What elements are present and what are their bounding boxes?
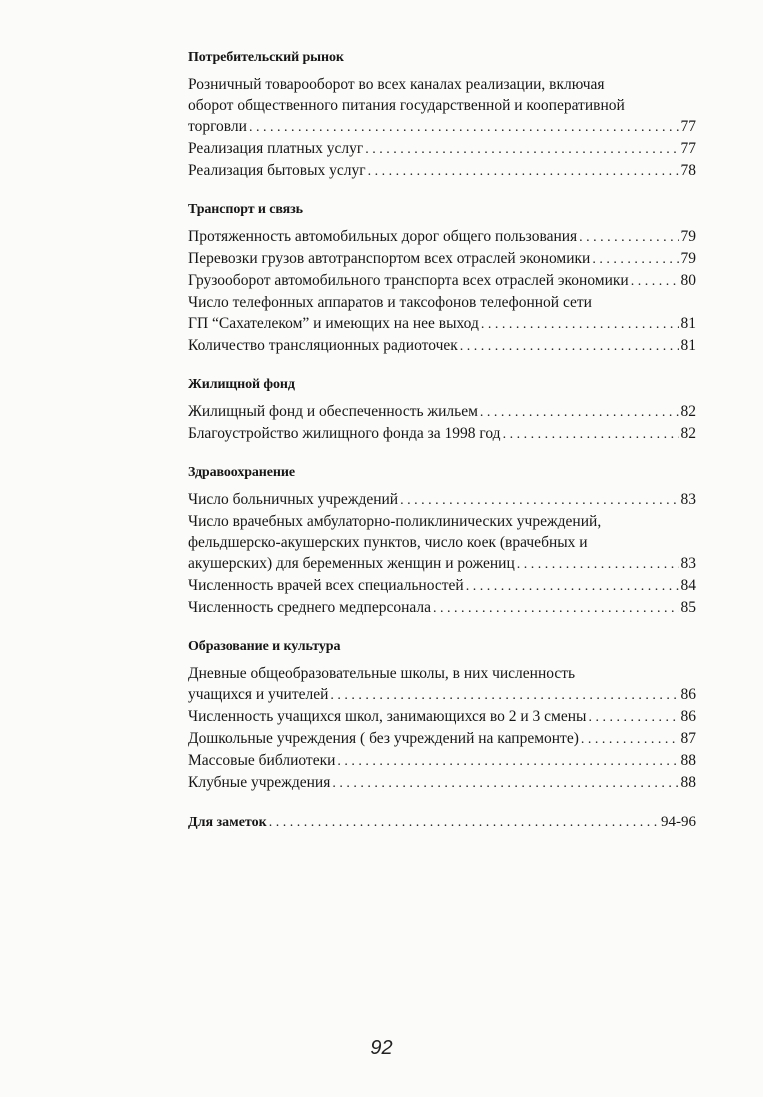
entry-title: торговли [188,118,247,135]
entry-page-number: 77 [680,140,696,157]
entry-title: Дошкольные учреждения ( без учреждений на капремонте) [188,730,579,747]
entry-text-line: Число врачебных амбулаторно-поликлинических учреждений, [188,513,602,530]
entry-title: Число больничных учреждений [188,491,399,508]
notes-page: 94-96 [661,814,696,830]
entry-page-number: 81 [680,337,696,354]
entry-page-number: 86 [680,708,696,725]
entry-title: Клубные учреждения [188,774,331,791]
toc-entry[interactable] [188,489,696,511]
entry-title: учащихся и учителей [188,686,329,703]
dot-leader [269,812,659,833]
entry-text-line: Число телефонных аппаратов и таксофонов телефонной сети [188,294,592,311]
dot-leader [588,707,678,728]
entry-last-line [188,597,696,619]
entry-last-line [188,706,696,728]
entry-page-number: 79 [680,228,696,245]
entry-title: Реализация бытовых услуг [188,162,366,179]
entry-title: Грузооборот автомобильного транспорта всех отраслей экономики [188,272,629,289]
toc-entry[interactable] [188,706,696,728]
entry-page-number: 87 [680,730,696,747]
toc-entry[interactable] [188,74,696,138]
dot-leader [466,576,679,597]
toc-notes-entry[interactable] [188,812,696,833]
toc-entry[interactable] [188,138,696,160]
entry-text-line: оборот общественного питания государственной и кооперативной [188,97,625,114]
toc-entry[interactable] [188,226,696,248]
entry-page-number: 78 [680,162,696,179]
entry-page-number: 79 [680,250,696,267]
toc-section [188,200,696,357]
entry-text-line: Дневные общеобразовательные школы, в них численность [188,665,576,682]
section-title: Образование и культура [188,639,341,654]
toc-entry[interactable] [188,750,696,772]
entry-page-number: 77 [680,118,696,135]
toc-entry[interactable] [188,511,696,575]
toc-sections [188,48,696,794]
entry-last-line [188,575,696,597]
notes-label: Для заметок [188,815,267,830]
entry-title: Численность учащихся школ, занимающихся во 2 и 3 смены [188,708,587,725]
entry-title: Перевозки грузов автотранспортом всех отраслей экономики [188,250,591,267]
entry-last-line [188,401,696,423]
entry-title: акушерских) для беременных женщин и рожениц [188,555,515,572]
dot-leader [460,336,679,357]
dot-leader [332,773,678,794]
toc-entry[interactable] [188,248,696,270]
dot-leader [330,685,678,706]
section-title: Потребительский рынок [188,50,344,65]
entry-last-line [188,138,696,160]
entry-title: Массовые библиотеки [188,752,336,769]
entry-title: ГП “Сахателеком” и имеющих на нее выход [188,315,479,332]
entry-title: Численность среднего медперсонала [188,599,431,616]
toc-entry[interactable] [188,772,696,794]
entry-page-number: 82 [680,403,696,420]
entry-title: Количество трансляционных радиоточек [188,337,458,354]
toc-entry[interactable] [188,160,696,182]
page-number: 92 [370,1037,393,1059]
entry-last-line [188,270,696,292]
entry-last-line [188,313,696,335]
dot-leader [581,729,679,750]
entry-last-line [188,248,696,270]
dot-leader [517,554,679,575]
toc-entry[interactable] [188,663,696,706]
entry-page-number: 81 [680,315,696,332]
toc-entry[interactable] [188,270,696,292]
entry-page-number: 82 [680,425,696,442]
entry-page-number: 88 [680,752,696,769]
dot-leader [400,490,678,511]
toc-entry[interactable] [188,292,696,335]
entry-last-line [188,684,696,706]
dot-leader [249,117,679,138]
section-title: Здравоохранение [188,465,295,480]
dot-leader [480,402,679,423]
entry-title: Жилищный фонд и обеспеченность жильем [188,403,478,420]
entry-page-number: 80 [680,272,696,289]
entry-page-number: 83 [680,491,696,508]
entry-last-line [188,553,696,575]
section-title: Транспорт и связь [188,202,303,217]
dot-leader [631,271,679,292]
toc-entry[interactable] [188,423,696,445]
entry-last-line [188,423,696,445]
toc-section [188,463,696,619]
toc-entry[interactable] [188,335,696,357]
entry-page-number: 88 [680,774,696,791]
entry-page-number: 83 [680,555,696,572]
toc-entry[interactable] [188,401,696,423]
entry-last-line [188,772,696,794]
entry-page-number: 86 [680,686,696,703]
dot-leader [503,424,679,445]
toc-section [188,48,696,182]
toc-section [188,637,696,794]
dot-leader [579,227,678,248]
toc-section [188,375,696,445]
entry-page-number: 85 [680,599,696,616]
toc-entry[interactable] [188,597,696,619]
entry-title: Реализация платных услуг [188,140,364,157]
table-of-contents [188,48,696,833]
entry-text-line: фельдшерско-акушерских пунктов, число коек (врачебных и [188,534,588,551]
dot-leader [337,751,678,772]
entry-last-line [188,116,696,138]
toc-entry[interactable] [188,575,696,597]
entry-last-line [188,750,696,772]
entry-last-line [188,226,696,248]
dot-leader [368,161,679,182]
entry-title: Протяженность автомобильных дорог общего пользования [188,228,578,245]
entry-text-line: Розничный товарооборот во всех каналах реализации, включая [188,76,605,93]
dot-leader [481,314,679,335]
toc-entry[interactable] [188,728,696,750]
entry-last-line [188,335,696,357]
dot-leader [433,598,679,619]
entry-title: Численность врачей всех специальностей [188,577,464,594]
entry-last-line [188,489,696,511]
dot-leader [365,139,678,160]
dot-leader [592,249,678,270]
entry-title: Благоустройство жилищного фонда за 1998 год [188,425,501,442]
section-title: Жилищной фонд [188,377,295,392]
entry-last-line [188,728,696,750]
entry-last-line [188,160,696,182]
entry-page-number: 84 [680,577,696,594]
